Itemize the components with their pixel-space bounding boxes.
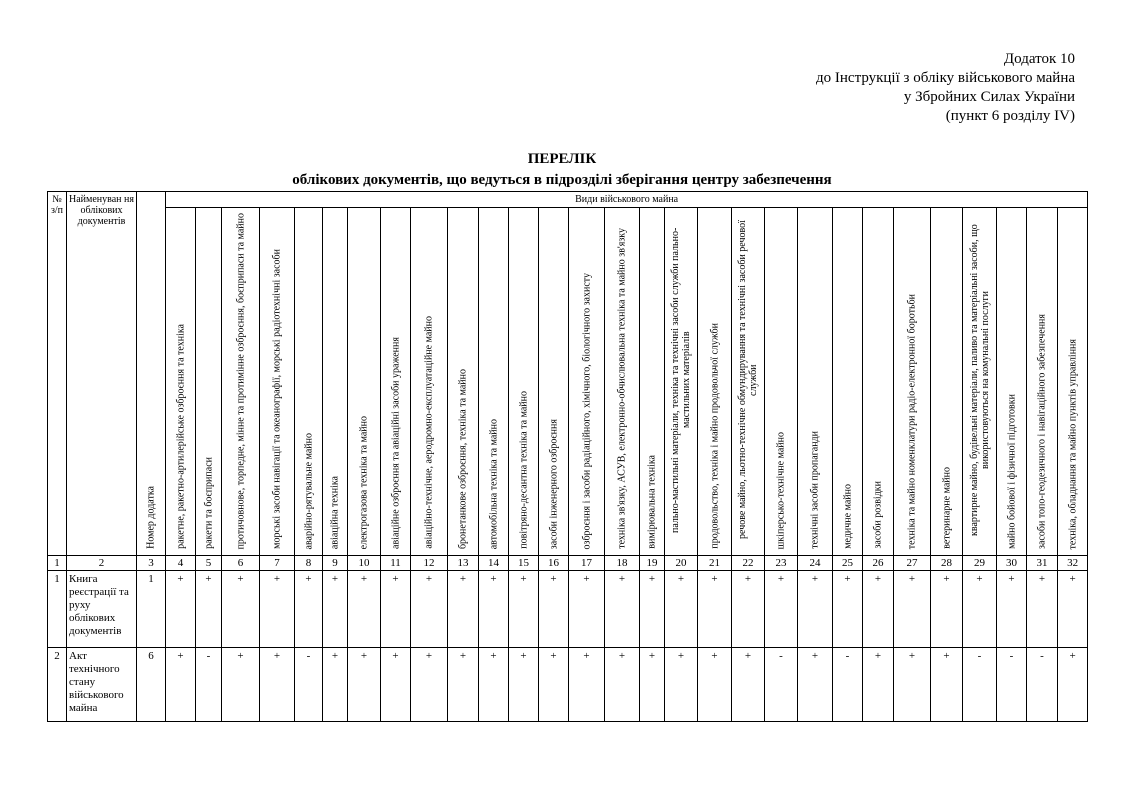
header-text: пально-мастильні матеріали, техніка та технічні засоби служби пально-мастильних матеріалів (670, 227, 692, 533)
row-mark: + (833, 571, 863, 648)
column-number: 5 (196, 556, 222, 571)
row-mark: + (411, 648, 448, 722)
column-number: 32 (1058, 556, 1088, 571)
header-text: авіаційна техніка (329, 475, 341, 549)
row-mark: + (479, 648, 509, 722)
column-number: 17 (569, 556, 605, 571)
row-mark: + (640, 571, 665, 648)
column-number: 2 (67, 556, 137, 571)
row-number: 1 (48, 571, 67, 648)
row-mark: + (260, 571, 295, 648)
header-property-kind (698, 208, 732, 556)
header-text: засоби інженерного озброєння (548, 418, 559, 549)
row-mark: - (295, 648, 323, 722)
header-text: квартирне майно, будівельні матеріали, паливо та матеріальні засоби, що використовуються на комунальні послуги (968, 224, 991, 536)
row-mark: - (196, 648, 222, 722)
row-mark: + (798, 571, 833, 648)
row-document-name: Акт технічного стану військового майна (67, 648, 137, 722)
column-number: 7 (260, 556, 295, 571)
row-mark: - (833, 648, 863, 722)
header-row-rotated (48, 208, 1088, 556)
header-property-kind (1027, 208, 1058, 556)
row-mark: + (894, 571, 931, 648)
header-property-kind (411, 208, 448, 556)
document-subtitle: облікових документів, що ведуться в підрозділі зберігання центру забезпечення (292, 172, 832, 188)
row-mark: + (605, 571, 640, 648)
header-text: Номер додатка (145, 486, 157, 549)
header-text: ракети та боєприпаси (203, 457, 214, 549)
column-number: 15 (509, 556, 539, 571)
header-text: продовольство, техніка і майно продовольчої служби (709, 323, 720, 549)
header-property-kind (539, 208, 569, 556)
header-property-kind (833, 208, 863, 556)
row-mark: - (1027, 648, 1058, 722)
column-number: 4 (166, 556, 196, 571)
header-property-kind (931, 208, 963, 556)
header-property-kind (863, 208, 894, 556)
row-mark: + (411, 571, 448, 648)
row-mark: + (894, 648, 931, 722)
row-mark: + (665, 648, 698, 722)
column-number: 6 (222, 556, 260, 571)
row-mark: + (381, 571, 411, 648)
column-number: 30 (997, 556, 1027, 571)
row-document-name: Книга реєстрації та руху облікових документів (67, 571, 137, 648)
row-mark: + (222, 571, 260, 648)
row-mark: + (665, 571, 698, 648)
row-mark: + (448, 571, 479, 648)
row-mark: + (166, 648, 196, 722)
row-mark: + (569, 648, 605, 722)
column-number-row (48, 556, 1088, 571)
header-text: автомобільна техніка та майно (488, 418, 499, 549)
column-number: 22 (732, 556, 765, 571)
column-number: 20 (665, 556, 698, 571)
row-mark: + (569, 571, 605, 648)
header-property-kind (798, 208, 833, 556)
row-mark: + (798, 648, 833, 722)
column-number: 8 (295, 556, 323, 571)
column-number: 24 (798, 556, 833, 571)
row-mark: + (997, 571, 1027, 648)
row-mark: + (260, 648, 295, 722)
row-mark: + (931, 571, 963, 648)
annex-line-3: у Збройних Силах України (903, 89, 1075, 105)
header-property-kind (569, 208, 605, 556)
column-number: 13 (448, 556, 479, 571)
column-number: 10 (348, 556, 381, 571)
annex-block (675, 50, 1075, 126)
header-text: авіаційне озброєння та авіаційні засоби ураження (390, 337, 401, 549)
row-appendix-number: 1 (137, 571, 166, 648)
header-property-kind (509, 208, 539, 556)
header-text: медичне майно (842, 484, 853, 549)
header-property-kind (1058, 208, 1088, 556)
header-text: техніка зв'язку, АСУВ, електронно-обчислювальна техніка та майно зв'язку (616, 228, 628, 549)
column-number: 9 (323, 556, 348, 571)
header-property-kind (381, 208, 411, 556)
header-text: засоби топо-геодезичного і навігаційного забезпечення (1036, 314, 1048, 549)
header-property-kind (448, 208, 479, 556)
annex-line-1: Додаток 10 (1003, 51, 1075, 67)
header-text: майно бойової і фізичної підготовки (1006, 394, 1017, 549)
column-number: 16 (539, 556, 569, 571)
header-text: ветеринарне майно (941, 467, 952, 549)
header-property-kind (348, 208, 381, 556)
column-number: 14 (479, 556, 509, 571)
header-property-kind (196, 208, 222, 556)
table-row (48, 648, 1088, 722)
header-text: техніка та майно номенклатури радіо-електронної боротьби (906, 293, 918, 549)
row-mark: + (222, 648, 260, 722)
column-number: 11 (381, 556, 411, 571)
header-text: електрогазова техніка та майно (358, 415, 370, 549)
row-mark: + (509, 648, 539, 722)
row-mark: + (323, 571, 348, 648)
header-text: техніка, обладнання та майно пунктів управління (1067, 338, 1079, 549)
header-text: аварійно-рятувальне майно (303, 432, 314, 549)
row-mark: + (963, 571, 997, 648)
row-mark: + (863, 571, 894, 648)
header-text: авіаційно-технічне, аеродромно-експлуатаційне майно (423, 316, 435, 549)
column-number: 21 (698, 556, 732, 571)
header-property-kind (963, 208, 997, 556)
annex-line-4: (пункт 6 розділу IV) (945, 108, 1075, 124)
row-mark: - (765, 648, 798, 722)
table-row (48, 571, 1088, 648)
documents-table (47, 191, 1088, 722)
header-property-kind (665, 208, 698, 556)
row-mark: + (348, 648, 381, 722)
column-number: 23 (765, 556, 798, 571)
column-number: 19 (640, 556, 665, 571)
header-text: озброєння і засоби радіаційного, хімічного, біологічного захисту (581, 272, 592, 549)
row-mark: + (381, 648, 411, 722)
header-property-kind (765, 208, 798, 556)
row-mark: + (1027, 571, 1058, 648)
row-mark: + (1058, 571, 1088, 648)
row-mark: + (605, 648, 640, 722)
header-property-kind (732, 208, 765, 556)
column-number: 27 (894, 556, 931, 571)
header-text: речове майно, льотно-технічне обмундирування та технічні засоби речової служби (737, 220, 759, 540)
header-number: № з/п (48, 192, 67, 556)
header-property-kind (166, 208, 196, 556)
row-mark: + (931, 648, 963, 722)
header-property-kind (260, 208, 295, 556)
header-text: засоби розвідки (872, 481, 884, 549)
header-property-kind (894, 208, 931, 556)
header-text: морські засоби навігації та океанографії, морські радіотехнічні засоби (271, 249, 283, 549)
row-mark: + (732, 571, 765, 648)
row-mark: - (963, 648, 997, 722)
document-title: ПЕРЕЛІК (527, 151, 597, 167)
row-mark: + (732, 648, 765, 722)
row-mark: + (640, 648, 665, 722)
header-text: бронетанкове озброєння, техніка та майно (457, 368, 469, 549)
row-mark: - (997, 648, 1027, 722)
column-number: 28 (931, 556, 963, 571)
header-text: повітряно-десантна техніка та майно (518, 391, 529, 549)
header-text: вимірювальна техніка (646, 455, 658, 549)
header-row-top (48, 192, 1088, 208)
row-mark: + (698, 648, 732, 722)
row-mark: + (448, 648, 479, 722)
header-property-kind (323, 208, 348, 556)
column-number: 12 (411, 556, 448, 571)
row-mark: + (479, 571, 509, 648)
row-mark: + (539, 571, 569, 648)
header-appendix-number (137, 192, 166, 556)
header-property-kind (479, 208, 509, 556)
column-number: 18 (605, 556, 640, 571)
row-mark: + (863, 648, 894, 722)
row-mark: + (765, 571, 798, 648)
annex-line-2: до Інструкції з обліку військового майна (816, 70, 1075, 86)
row-mark: + (166, 571, 196, 648)
header-text: технічні засоби пропаганди (809, 431, 821, 549)
header-property-kind (640, 208, 665, 556)
row-appendix-number: 6 (137, 648, 166, 722)
header-property-kind (997, 208, 1027, 556)
header-document-name: Найменуван ня облікових документів (67, 192, 137, 556)
column-number: 29 (963, 556, 997, 571)
row-mark: + (348, 571, 381, 648)
header-property-kinds: Види військового майна (166, 192, 1088, 208)
row-mark: + (323, 648, 348, 722)
column-number: 25 (833, 556, 863, 571)
column-number: 1 (48, 556, 67, 571)
row-mark: + (295, 571, 323, 648)
header-property-kind (605, 208, 640, 556)
header-property-kind (295, 208, 323, 556)
row-mark: + (698, 571, 732, 648)
row-mark: + (1058, 648, 1088, 722)
header-text: протичовнове, торпедне, мінне та протимінне озброєння, боєприпаси та майно (235, 212, 246, 549)
column-number: 26 (863, 556, 894, 571)
column-number: 31 (1027, 556, 1058, 571)
header-text: ракетне, ракетно-артилерійське озброєння та техніка (175, 324, 186, 549)
header-property-kind (222, 208, 260, 556)
row-number: 2 (48, 648, 67, 722)
row-mark: + (196, 571, 222, 648)
row-mark: + (509, 571, 539, 648)
column-number: 3 (137, 556, 166, 571)
row-mark: + (539, 648, 569, 722)
header-text: шкіперсько-технічне майно (775, 431, 787, 549)
